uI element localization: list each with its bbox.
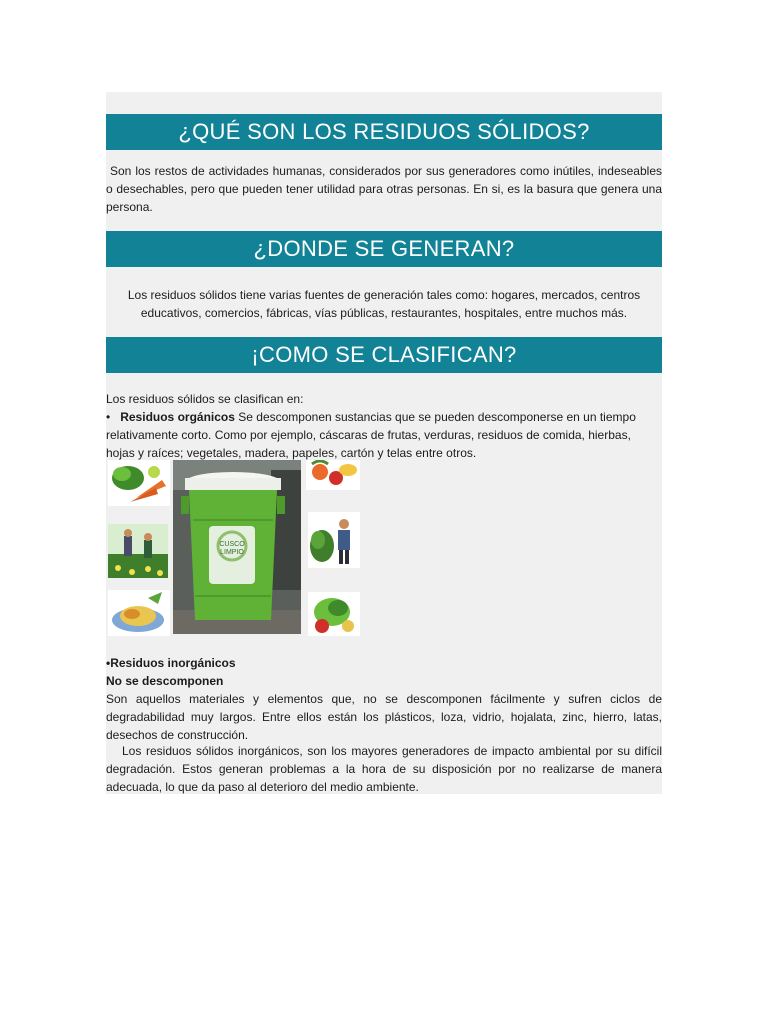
produce-image	[308, 592, 360, 636]
gardener-image	[308, 512, 360, 568]
bin-label-line-1: CUSCO	[219, 541, 245, 548]
paragraph-definition: Son los restos de actividades humanas, considerados por sus generadores como inútiles, indeseables o desechables, pero que pueden tener utilidad para otras personas. En si, es la basura que genera una persona.	[106, 164, 662, 214]
heading-como: ¡COMO SE CLASIFICAN?	[106, 337, 662, 373]
paragraph-inorganic-1: Son aquellos materiales y elementos que, no se descomponen fácilmente y sufren ciclos de degradabilidad muy largos. Entre ellos están los plásticos, loza, vidrio, hojalata, zinc, hierro, latas, desechos de construcción.	[106, 692, 662, 742]
inorganic-title: •Residuos inorgánicos	[106, 656, 236, 670]
paragraph-organic	[106, 408, 662, 462]
heading-donde: ¿DONDE SE GENERAN?	[106, 231, 662, 267]
fruit-image	[306, 460, 360, 490]
inorganic-subtitle: No se descomponen	[106, 674, 224, 688]
organic-text: Se descomponen sustancias que se pueden descomponerse en un tiempo relativamente corto. Como por ejemplo, cáscaras de frutas, verduras, residuos de comida, hierbas, hojas y raíces; vegetales, madera, papeles, cartón y telas entre otros.	[106, 410, 636, 460]
bin-label-line-2: LIMPIO	[220, 549, 244, 556]
heading-que-son: ¿QUÉ SON LOS RESIDUOS SÓLIDOS?	[106, 114, 662, 150]
vegetables-image	[108, 460, 170, 506]
paragraph-intro: Los residuos sólidos se clasifican en:	[106, 392, 304, 406]
paragraph-inorganic-2: Los residuos sólidos inorgánicos, son los mayores generadores de impacto ambiental por su difícil degradación. Estos generan problemas a la hora de su disposición por no realizarse de manera adecuada, lo que da paso al deterioro del medio ambiente.	[106, 744, 662, 794]
paragraph-sources: Los residuos sólidos tiene varias fuentes de generación tales como: hogares, mercados, centros educativos, comercios, fábricas, vías públicas, restaurantes, hospitales, entre muchos más.	[127, 288, 641, 320]
organic-title: Residuos orgánicos	[120, 410, 235, 424]
field-workers-image	[108, 524, 168, 578]
green-bin-photo	[173, 460, 301, 634]
organic-waste-illustrations	[106, 460, 366, 638]
document-page	[106, 92, 662, 794]
bullet: •	[106, 410, 111, 424]
food-scraps-image	[108, 590, 170, 636]
